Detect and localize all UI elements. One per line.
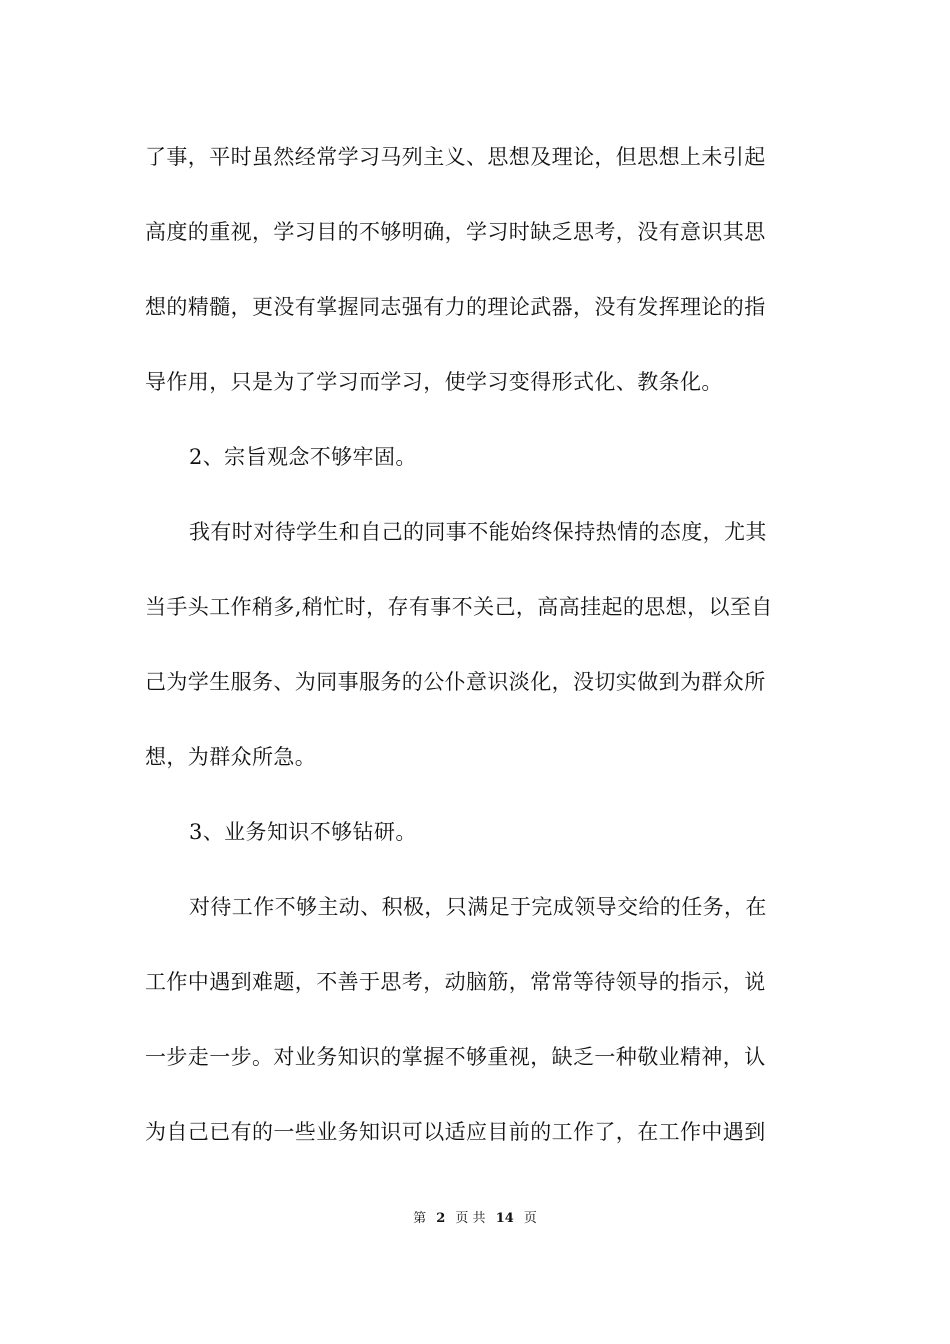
footer-middle: 页 共 xyxy=(455,1211,486,1226)
text-line: 己为学生服务、为同事服务的公仆意识淡化，没切实做到为群众所 xyxy=(145,670,766,694)
text-line: 当手头工作稍多,稍忙时，存有事不关己，高高挂起的思想，以至自 xyxy=(145,595,773,619)
text-line: 为自己已有的一些业务知识可以适应目前的工作了，在工作中遇到 xyxy=(145,1120,766,1144)
footer-prefix: 第 xyxy=(413,1211,427,1226)
text-line: 工作中遇到难题，不善于思考，动脑筋，常常等待领导的指示，说 xyxy=(145,970,766,994)
text-line: 想的精髓，更没有掌握同志强有力的理论武器，没有发挥理论的指 xyxy=(145,295,766,319)
text-line: 想，为群众所急。 xyxy=(145,745,317,769)
text-line: 一步走一步。对业务知识的掌握不够重视，缺乏一种敬业精神，认 xyxy=(145,1045,766,1069)
text-line: 了事，平时虽然经常学习马列主义、思想及理论，但思想上未引起 xyxy=(145,145,766,169)
current-page-number: 2 xyxy=(436,1211,446,1226)
paragraph-first-line: 我有时对待学生和自己的同事不能始终保持热情的态度，尤其 xyxy=(189,520,767,544)
section-heading-3: 3、业务知识不够钻研。 xyxy=(189,820,417,844)
page-footer xyxy=(0,1207,950,1226)
body-text xyxy=(145,128,807,1178)
paragraph-first-line: 对待工作不够主动、积极，只满足于完成领导交给的任务，在 xyxy=(189,895,767,919)
text-line: 高度的重视，学习目的不够明确，学习时缺乏思考，没有意识其思 xyxy=(145,220,766,244)
total-pages-number: 14 xyxy=(495,1211,514,1226)
section-heading-2: 2、宗旨观念不够牢固。 xyxy=(189,445,417,469)
text-line: 导作用，只是为了学习而学习，使学习变得形式化、教条化。 xyxy=(145,370,723,394)
footer-suffix: 页 xyxy=(523,1211,537,1226)
